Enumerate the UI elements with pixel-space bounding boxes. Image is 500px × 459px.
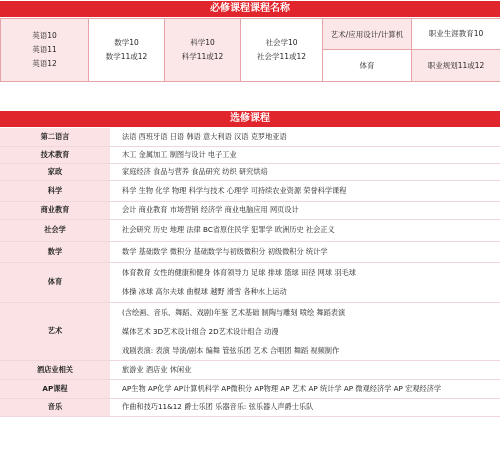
elective-course-line: 家庭经济 食品与营养 食品研究 纺织 研究烘焙 <box>122 166 268 176</box>
elective-category: 音乐 <box>0 398 110 416</box>
required-courses-title: 必修课程课程名称 <box>0 1 500 17</box>
elective-courses <box>110 180 500 201</box>
elective-category: 酒店业相关 <box>0 360 110 379</box>
elective-course-line: 旅游业 酒店业 休闲业 <box>122 364 192 374</box>
english-11: 英语11 <box>32 45 57 54</box>
elective-category: 体育 <box>0 262 110 302</box>
elective-course-line: 戏剧表演: 表演 导演/剧本 编舞 管弦乐团 艺术 合唱团 舞蹈 视频制作 <box>122 345 340 355</box>
elective-course-line: 木工 金属加工 制图与设计 电子工业 <box>122 149 237 159</box>
required-courses-table <box>0 18 500 82</box>
elective-row <box>0 302 500 360</box>
elective-category: 第二语言 <box>0 128 110 146</box>
elective-courses <box>110 398 500 416</box>
elective-courses-table <box>0 128 500 417</box>
elective-course-line: 体操 冰球 高尔夫球 曲棍球 越野 滑雪 各种水上运动 <box>122 287 287 296</box>
elective-course-line: 会计 商业教育 市场营销 经济学 商业电脑应用 网页设计 <box>122 205 299 214</box>
elective-course-line: 社会研究 历史 地理 法律 BC省原住民学 犯罪学 欧洲历史 社会正义 <box>122 225 335 234</box>
career-planning-cell: 职业规划11或12 <box>412 50 500 82</box>
science-11-12: 科学11或12 <box>181 52 224 61</box>
elective-course-line: 体育教育 女性的健康和健身 体育领导力 足球 排球 篮球 田径 网球 羽毛球 <box>122 268 356 277</box>
science-10: 科学10 <box>190 38 215 47</box>
social-10: 社会学10 <box>265 38 298 47</box>
elective-courses <box>110 201 500 219</box>
elective-course-line: AP生物 AP化学 AP计算机科学 AP微积分 AP物理 AP 艺术 AP 统计学 AP 微观经济学 AP 宏观经济学 <box>122 383 442 393</box>
elective-category: 艺术 <box>0 302 110 360</box>
elective-course-line: 法语 西班牙语 日语 韩语 意大利语 汉语 克罗地亚语 <box>122 131 287 141</box>
career-education-cell: 职业生涯教育10 <box>412 19 500 50</box>
elective-row <box>0 241 500 262</box>
elective-courses <box>110 163 500 180</box>
elective-course-line: 作曲和技巧11&12 爵士乐团 乐器音乐: 弦乐器人声爵士乐队 <box>122 402 314 411</box>
social-11-12: 社会学11或12 <box>256 52 307 61</box>
science-cell <box>165 19 241 82</box>
elective-row <box>0 219 500 241</box>
elective-courses <box>110 146 500 163</box>
elective-courses <box>110 128 500 146</box>
elective-category: 科学 <box>0 180 110 201</box>
arts-design-cell: 艺术/应用设计/计算机 <box>323 19 412 50</box>
elective-course-line: 数学 基础数学 微积分 基础数学与初级微积分 初级微积分 统计学 <box>122 246 328 256</box>
elective-row <box>0 180 500 201</box>
elective-row <box>0 128 500 146</box>
elective-courses-title: 选修课程 <box>0 111 500 127</box>
pe-cell: 体育 <box>323 50 412 82</box>
elective-courses <box>110 360 500 379</box>
elective-category: 商业教育 <box>0 201 110 219</box>
english-10: 英语10 <box>32 31 57 40</box>
elective-courses <box>110 241 500 262</box>
elective-row <box>0 201 500 219</box>
math-cell <box>89 19 165 82</box>
elective-courses <box>110 379 500 398</box>
social-studies-cell <box>241 19 323 82</box>
english-12: 英语12 <box>32 59 57 68</box>
elective-row <box>0 360 500 379</box>
elective-category: AP课程 <box>0 379 110 398</box>
elective-row <box>0 398 500 416</box>
elective-category: 数学 <box>0 241 110 262</box>
english-cell <box>1 19 89 82</box>
elective-category: 家政 <box>0 163 110 180</box>
elective-row <box>0 379 500 398</box>
elective-row <box>0 163 500 180</box>
elective-courses <box>110 302 500 360</box>
math-10: 数学10 <box>114 38 139 47</box>
elective-course-line: (含绘画、音乐、舞蹈、戏剧)年鉴 艺术基础 制陶与雕刻 喷绘 舞蹈表演 <box>122 307 346 317</box>
elective-course-line: 媒体艺术 3D艺术设计组合 2D艺术设计组合 动漫 <box>122 326 279 336</box>
elective-row <box>0 146 500 163</box>
elective-row <box>0 262 500 302</box>
elective-category: 技术教育 <box>0 146 110 163</box>
elective-category: 社会学 <box>0 219 110 241</box>
elective-courses <box>110 219 500 241</box>
elective-courses <box>110 262 500 302</box>
elective-course-line: 科学 生物 化学 物理 科学与技术 心理学 可持续农业资源 荣誉科学课程 <box>122 185 347 195</box>
math-11-12: 数学11或12 <box>105 52 148 61</box>
